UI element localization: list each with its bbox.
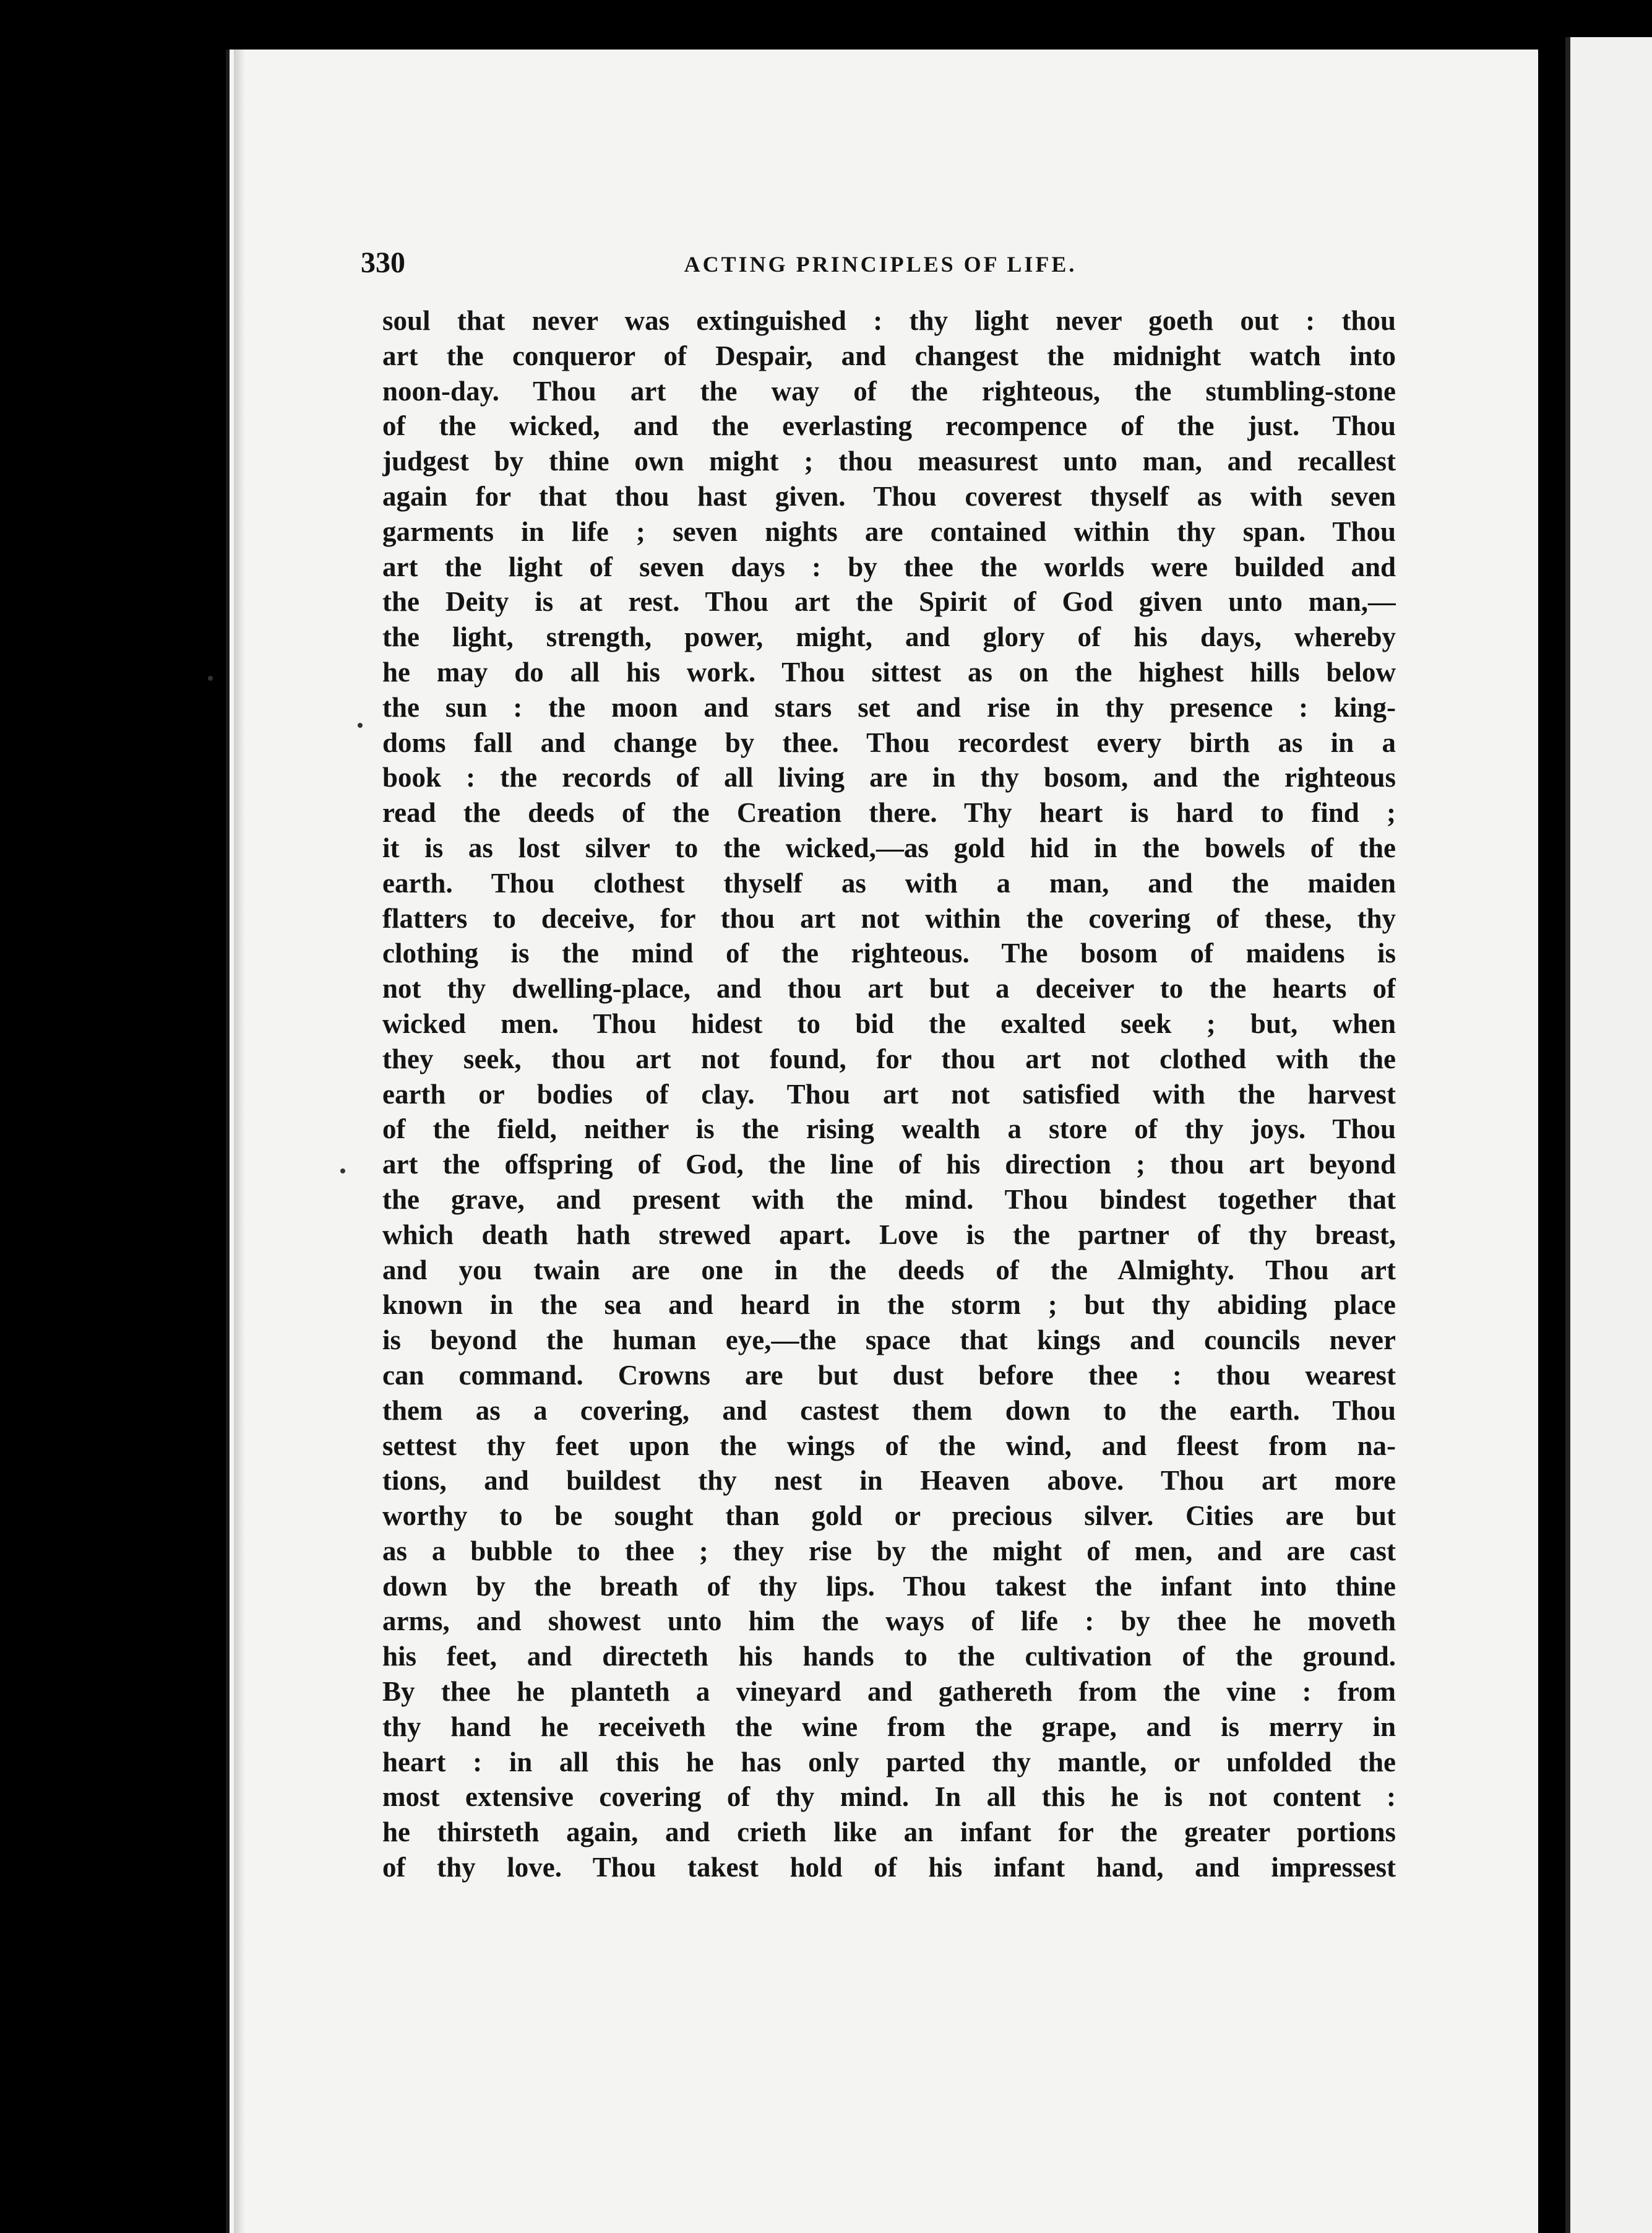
text-line: again for that thou hast given. Thou coverest thyself as with seven	[382, 480, 1396, 512]
text-line: not thy dwelling-place, and thou art but a deceiver to the hearts of	[382, 973, 1396, 1004]
text-line: art the offspring of God, the line of his direction ; thou art beyond	[382, 1149, 1396, 1180]
text-line: most extensive covering of thy mind. In all this he is not content :	[382, 1781, 1396, 1813]
running-head: ACTING PRINCIPLES OF LIFE.	[684, 252, 1077, 277]
text-line: garments in life ; seven nights are contained within thy span. Thou	[382, 516, 1396, 547]
text-line: is beyond the human eye,—the space that kings and councils never	[382, 1324, 1396, 1356]
text-line: wicked men. Thou hidest to bid the exalted seek ; but, when	[382, 1008, 1396, 1039]
text-line: worthy to be sought than gold or precious silver. Cities are but	[382, 1500, 1396, 1532]
page-header	[361, 244, 1400, 282]
print-speck	[340, 1168, 345, 1173]
text-line: he thirsteth again, and crieth like an infant for the greater portions	[382, 1816, 1396, 1848]
text-line: read the deeds of the Creation there. Thy heart is hard to find ;	[382, 797, 1396, 829]
text-line: art the light of seven days : by thee the worlds were builded and	[382, 551, 1396, 582]
text-line: of thy love. Thou takest hold of his infant hand, and impressest	[382, 1852, 1396, 1883]
text-line: of the field, neither is the rising wealth a store of thy joys. Thou	[382, 1113, 1396, 1145]
text-line: noon-day. Thou art the way of the righteous, the stumbling-stone	[382, 375, 1396, 407]
text-line: which death hath strewed apart. Love is the partner of thy breast,	[382, 1219, 1396, 1250]
facing-page-edge	[1565, 37, 1652, 2233]
text-line: as a bubble to thee ; they rise by the might of men, and are cast	[382, 1535, 1396, 1566]
text-line: art the conqueror of Despair, and changest the midnight watch into	[382, 340, 1396, 371]
body-text	[382, 303, 1396, 1885]
text-line: flatters to deceive, for thou art not within the covering of these, thy	[382, 902, 1396, 934]
text-line: known in the sea and heard in the storm ; but thy abiding place	[382, 1289, 1396, 1321]
text-line: them as a covering, and castest them down to the earth. Thou	[382, 1394, 1396, 1426]
text-line: earth or bodies of clay. Thou art not satisfied with the harvest	[382, 1078, 1396, 1110]
text-line: doms fall and change by thee. Thou recordest every birth as in a	[382, 727, 1396, 758]
text-line: thy hand he receiveth the wine from the grape, and is merry in	[382, 1711, 1396, 1742]
text-line: the Deity is at rest. Thou art the Spirit of God given unto man,—	[382, 586, 1396, 618]
print-speck	[208, 676, 213, 681]
page-gutter-shadow	[234, 50, 245, 2233]
text-line: settest thy feet upon the wings of the wind, and fleest from na-	[382, 1430, 1396, 1461]
text-line: soul that never was extinguished : thy light never goeth out : thou	[382, 305, 1396, 336]
text-line: they seek, thou art not found, for thou art not clothed with the	[382, 1043, 1396, 1074]
text-line: book : the records of all living are in thy bosom, and the righteous	[382, 762, 1396, 793]
text-line: By thee he planteth a vineyard and gathereth from the vine : from	[382, 1676, 1396, 1708]
text-line: can command. Crowns are but dust before thee : thou wearest	[382, 1359, 1396, 1391]
text-line: his feet, and directeth his hands to the cultivation of the ground.	[382, 1641, 1396, 1672]
print-speck	[358, 723, 363, 728]
page-number: 330	[361, 246, 405, 279]
text-line: the sun : the moon and stars set and rise in thy presence : king-	[382, 691, 1396, 723]
text-line: arms, and showest unto him the ways of life : by thee he moveth	[382, 1605, 1396, 1637]
text-line: clothing is the mind of the righteous. The bosom of maidens is	[382, 938, 1396, 969]
text-line: earth. Thou clothest thyself as with a man, and the maiden	[382, 867, 1396, 899]
text-line: heart : in all this he has only parted thy mantle, or unfolded the	[382, 1746, 1396, 1777]
text-line: of the wicked, and the everlasting recompence of the just. Thou	[382, 410, 1396, 442]
text-line: judgest by thine own might ; thou measurest unto man, and recallest	[382, 446, 1396, 477]
text-line: down by the breath of thy lips. Thou takest the infant into thine	[382, 1570, 1396, 1602]
text-line: it is as lost silver to the wicked,—as gold hid in the bowels of the	[382, 832, 1396, 863]
text-line: tions, and buildest thy nest in Heaven above. Thou art more	[382, 1465, 1396, 1497]
text-line: the light, strength, power, might, and glory of his days, whereby	[382, 621, 1396, 653]
text-line: he may do all his work. Thou sittest as on the highest hills below	[382, 656, 1396, 688]
text-line: the grave, and present with the mind. Thou bindest together that	[382, 1183, 1396, 1215]
text-line: and you twain are one in the deeds of the Almighty. Thou art	[382, 1254, 1396, 1285]
